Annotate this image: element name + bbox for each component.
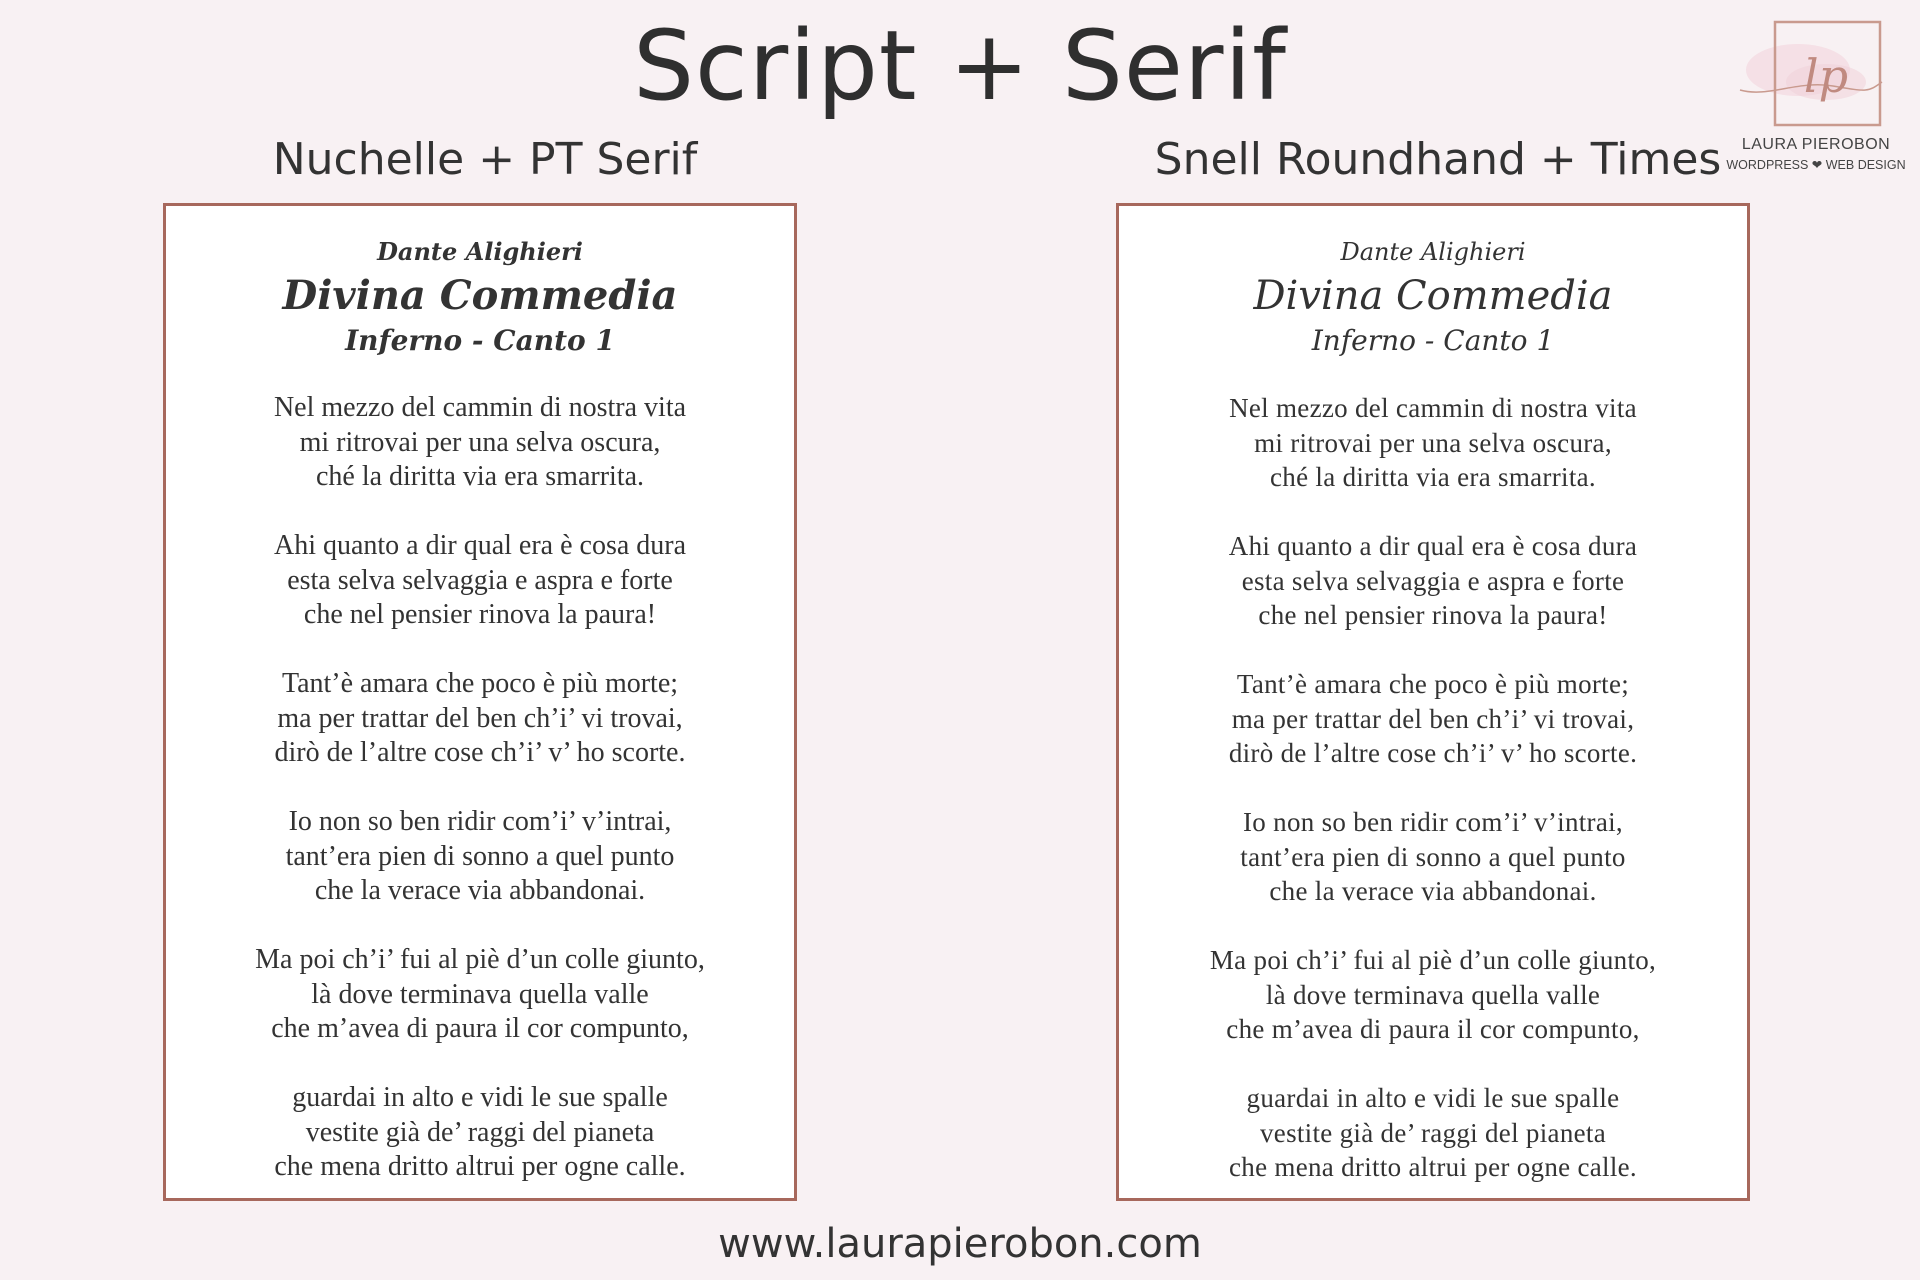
verse-line: Ma poi ch’i’ fui al piè d’un colle giunto,	[255, 944, 705, 975]
stanza	[166, 529, 794, 633]
verse-line: che mena dritto altrui per ogne calle.	[274, 1151, 686, 1182]
verse-line: ché la diritta via era smarrita.	[315, 461, 645, 492]
author-line: Dante Alighieri	[377, 237, 583, 266]
stanza	[1119, 529, 1747, 633]
verse-line: che la verace via abbandonai.	[1269, 876, 1597, 906]
verse-line: là dove terminava quella valle	[311, 978, 649, 1010]
logo-monogram-icon	[1738, 20, 1884, 128]
canto-subtitle: Inferno - Canto 1	[345, 324, 615, 357]
stanza	[1119, 667, 1747, 771]
logo-tagline: WORDPRESS ❤ WEB DESIGN	[1726, 158, 1906, 172]
page-title: Script + Serif	[633, 10, 1287, 122]
verse-line: esta selva selvaggia e aspra e forte	[287, 564, 673, 596]
stanza	[1119, 1081, 1747, 1185]
canto-subtitle: Inferno - Canto 1	[1311, 324, 1555, 357]
stanza	[1119, 805, 1747, 909]
verse-line: tant’era pien di sonno a quel punto	[1240, 841, 1626, 872]
website-url: www.laurapierobon.com	[718, 1221, 1202, 1267]
verse-line: esta selva selvaggia e aspra e forte	[1241, 565, 1625, 596]
verse-line: mi ritrovai per una selva oscura,	[299, 426, 661, 458]
logo-name: LAURA PIEROBON	[1741, 136, 1891, 153]
verse-line: Ahi quanto a dir qual era è cosa dura	[1228, 531, 1638, 561]
right-sample-card	[1116, 203, 1750, 1201]
verse-line: ma per trattar del ben ch’i’ vi trovai,	[277, 702, 683, 734]
verse-line: che mena dritto altrui per ogne calle.	[1229, 1152, 1637, 1182]
verse-line: dirò de l’altre cose ch’i’ v’ ho scorte.	[274, 737, 686, 768]
verse-line: Tant’è amara che poco è più morte;	[1236, 669, 1630, 699]
verse-line: vestite già de’ raggi del pianeta	[1259, 1117, 1606, 1148]
verse-line: Nel mezzo del cammin di nostra vita	[273, 392, 687, 423]
verse-line: che la verace via abbandonai.	[314, 875, 646, 906]
verse-line: là dove terminava quella valle	[1265, 979, 1601, 1010]
work-title: Divina Commedia	[282, 272, 678, 319]
stanza	[166, 667, 794, 771]
work-title: Divina Commedia	[1253, 273, 1613, 319]
stanza	[166, 943, 794, 1047]
verse-line: Nel mezzo del cammin di nostra vita	[1229, 393, 1637, 423]
poem-body	[1119, 391, 1747, 1185]
verse-line: che nel pensier rinova la paura!	[1258, 600, 1608, 630]
verse-line: Io non so ben ridir com’i’ v’intrai,	[1243, 807, 1623, 837]
author-line: Dante Alighieri	[1340, 238, 1526, 266]
stanza	[166, 391, 794, 495]
left-heading: Nuchelle + PT Serif	[272, 134, 698, 185]
verse-line: Ma poi ch’i’ fui al piè d’un colle giunto,	[1209, 945, 1657, 975]
stanza	[166, 805, 794, 909]
verse-line: guardai in alto e vidi le sue spalle	[1246, 1083, 1620, 1113]
left-sample-card	[163, 203, 797, 1201]
right-heading: Snell Roundhand + Times	[1154, 134, 1722, 185]
verse-line: dirò de l’altre cose ch’i’ v’ ho scorte.	[1228, 738, 1638, 768]
verse-line: Io non so ben ridir com’i’ v’intrai,	[288, 806, 672, 837]
verse-line: Ahi quanto a dir qual era è cosa dura	[273, 530, 687, 561]
verse-line: guardai in alto e vidi le sue spalle	[292, 1082, 668, 1113]
verse-line: tant’era pien di sonno a quel punto	[285, 840, 675, 872]
stanza	[1119, 943, 1747, 1047]
poem-body	[166, 391, 794, 1185]
verse-line: Tant’è amara che poco è più morte;	[281, 668, 679, 699]
stanza	[1119, 391, 1747, 495]
logo-initials: lp	[1803, 49, 1849, 103]
verse-line: che m’avea di paura il cor compunto,	[271, 1013, 689, 1044]
stanza	[166, 1081, 794, 1185]
verse-line: che nel pensier rinova la paura!	[303, 599, 657, 630]
verse-line: vestite già de’ raggi del pianeta	[305, 1116, 655, 1148]
verse-line: che m’avea di paura il cor compunto,	[1226, 1014, 1640, 1044]
verse-line: mi ritrovai per una selva oscura,	[1254, 427, 1612, 458]
verse-line: ché la diritta via era smarrita.	[1270, 462, 1596, 492]
verse-line: ma per trattar del ben ch’i’ vi trovai,	[1231, 703, 1635, 734]
